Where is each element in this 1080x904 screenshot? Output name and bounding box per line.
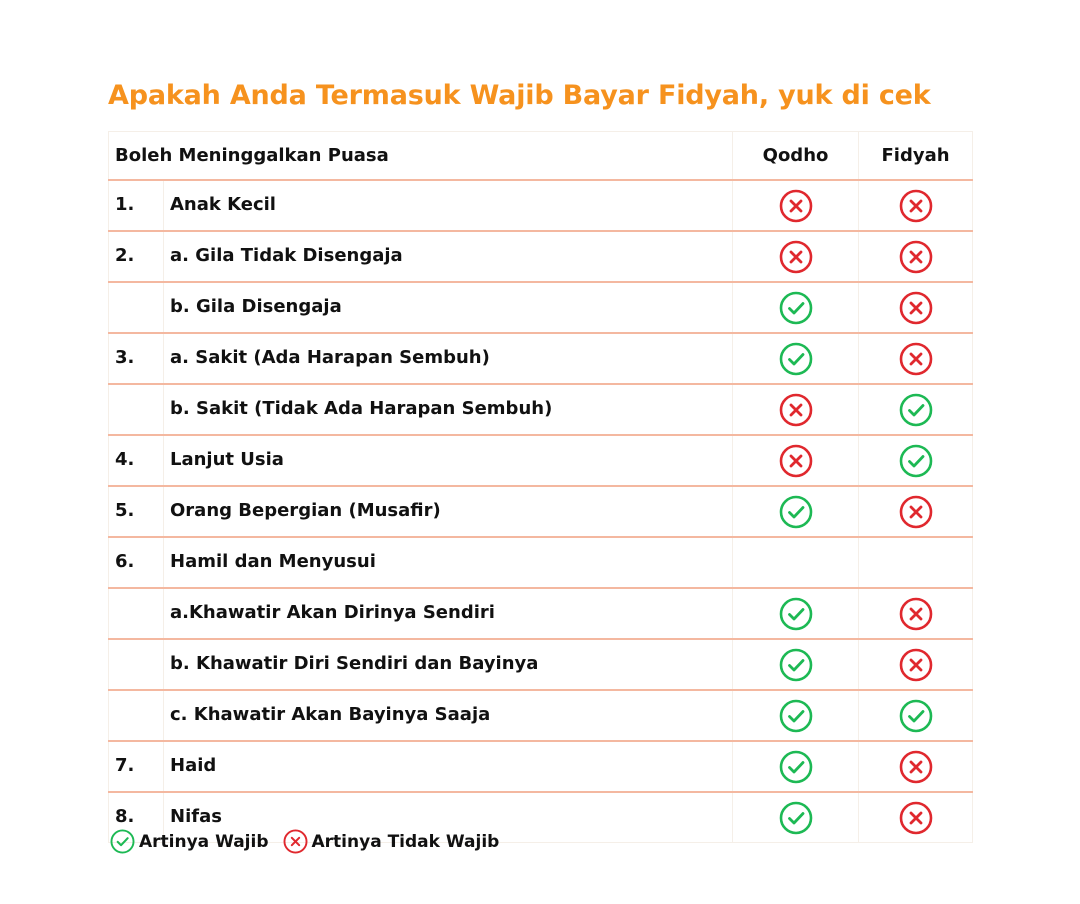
row-label: Nifas — [164, 792, 733, 843]
row-qodho-cell — [733, 588, 859, 639]
x-circle-icon — [779, 393, 813, 427]
row-fidyah-cell — [859, 741, 973, 792]
table-row — [109, 639, 973, 690]
row-label: Lanjut Usia — [164, 435, 733, 486]
row-number: 5. — [109, 486, 164, 537]
page-title: Apakah Anda Termasuk Wajib Bayar Fidyah, yuk di cek — [108, 80, 931, 111]
row-number — [109, 282, 164, 333]
row-number: 4. — [109, 435, 164, 486]
header-fidyah: Fidyah — [859, 132, 973, 181]
row-number: 7. — [109, 741, 164, 792]
row-fidyah-cell — [859, 231, 973, 282]
check-circle-icon — [779, 597, 813, 631]
check-circle-icon — [779, 495, 813, 529]
check-circle-icon — [779, 648, 813, 682]
row-label: a.Khawatir Akan Dirinya Sendiri — [164, 588, 733, 639]
row-label: b. Sakit (Tidak Ada Harapan Sembuh) — [164, 384, 733, 435]
row-qodho-cell — [733, 486, 859, 537]
row-fidyah-cell — [859, 435, 973, 486]
table-row — [109, 537, 973, 588]
table-row — [109, 384, 973, 435]
table-row — [109, 741, 973, 792]
x-circle-icon — [899, 750, 933, 784]
x-circle-icon — [283, 829, 308, 854]
x-circle-icon — [899, 648, 933, 682]
x-circle-icon — [899, 342, 933, 376]
table-row — [109, 588, 973, 639]
x-circle-icon — [899, 240, 933, 274]
row-fidyah-cell — [859, 690, 973, 741]
row-fidyah-cell — [859, 333, 973, 384]
row-fidyah-cell — [859, 384, 973, 435]
row-fidyah-cell — [859, 792, 973, 843]
x-circle-icon — [779, 240, 813, 274]
row-qodho-cell — [733, 741, 859, 792]
legend-wajib-label: Artinya Wajib — [139, 831, 269, 852]
row-qodho-cell — [733, 180, 859, 231]
row-number — [109, 639, 164, 690]
header-qodho: Qodho — [733, 132, 859, 181]
row-fidyah-cell — [859, 180, 973, 231]
table-header-row — [109, 132, 973, 181]
check-circle-icon — [779, 801, 813, 835]
check-circle-icon — [779, 342, 813, 376]
x-circle-icon — [899, 291, 933, 325]
check-circle-icon — [779, 291, 813, 325]
row-number — [109, 588, 164, 639]
row-number: 1. — [109, 180, 164, 231]
table-row — [109, 282, 973, 333]
row-number: 6. — [109, 537, 164, 588]
check-circle-icon — [779, 699, 813, 733]
row-qodho-cell — [733, 333, 859, 384]
row-label: a. Gila Tidak Disengaja — [164, 231, 733, 282]
row-number: 2. — [109, 231, 164, 282]
x-circle-icon — [899, 597, 933, 631]
row-fidyah-cell — [859, 486, 973, 537]
row-label: Haid — [164, 741, 733, 792]
legend — [110, 829, 499, 854]
check-circle-icon — [899, 393, 933, 427]
check-circle-icon — [779, 750, 813, 784]
check-circle-icon — [899, 444, 933, 478]
table-row — [109, 690, 973, 741]
row-label: c. Khawatir Akan Bayinya Saaja — [164, 690, 733, 741]
x-circle-icon — [899, 189, 933, 223]
row-qodho-cell — [733, 384, 859, 435]
row-qodho-cell — [733, 639, 859, 690]
row-label: b. Gila Disengaja — [164, 282, 733, 333]
row-fidyah-cell — [859, 537, 973, 588]
row-qodho-cell — [733, 231, 859, 282]
row-number: 3. — [109, 333, 164, 384]
row-fidyah-cell — [859, 639, 973, 690]
check-circle-icon — [110, 829, 135, 854]
row-number: 8. — [109, 792, 164, 843]
table-row — [109, 333, 973, 384]
row-label: Anak Kecil — [164, 180, 733, 231]
row-label: a. Sakit (Ada Harapan Sembuh) — [164, 333, 733, 384]
x-circle-icon — [899, 495, 933, 529]
x-circle-icon — [779, 444, 813, 478]
legend-tidak-wajib-label: Artinya Tidak Wajib — [311, 831, 500, 852]
row-label: Hamil dan Menyusui — [164, 537, 733, 588]
row-qodho-cell — [733, 537, 859, 588]
x-circle-icon — [899, 801, 933, 835]
row-qodho-cell — [733, 690, 859, 741]
row-label: Orang Bepergian (Musafir) — [164, 486, 733, 537]
row-qodho-cell — [733, 282, 859, 333]
table-body — [109, 180, 973, 843]
row-fidyah-cell — [859, 282, 973, 333]
legend-item-wajib — [110, 829, 269, 854]
table-row — [109, 231, 973, 282]
table-row — [109, 486, 973, 537]
table-row — [109, 180, 973, 231]
check-circle-icon — [899, 699, 933, 733]
header-label: Boleh Meninggalkan Puasa — [109, 132, 733, 181]
table-row — [109, 435, 973, 486]
row-qodho-cell — [733, 435, 859, 486]
row-qodho-cell — [733, 792, 859, 843]
fidyah-table — [108, 131, 973, 843]
row-number — [109, 384, 164, 435]
row-label: b. Khawatir Diri Sendiri dan Bayinya — [164, 639, 733, 690]
row-number — [109, 690, 164, 741]
legend-item-tidak-wajib — [283, 829, 500, 854]
x-circle-icon — [779, 189, 813, 223]
row-fidyah-cell — [859, 588, 973, 639]
